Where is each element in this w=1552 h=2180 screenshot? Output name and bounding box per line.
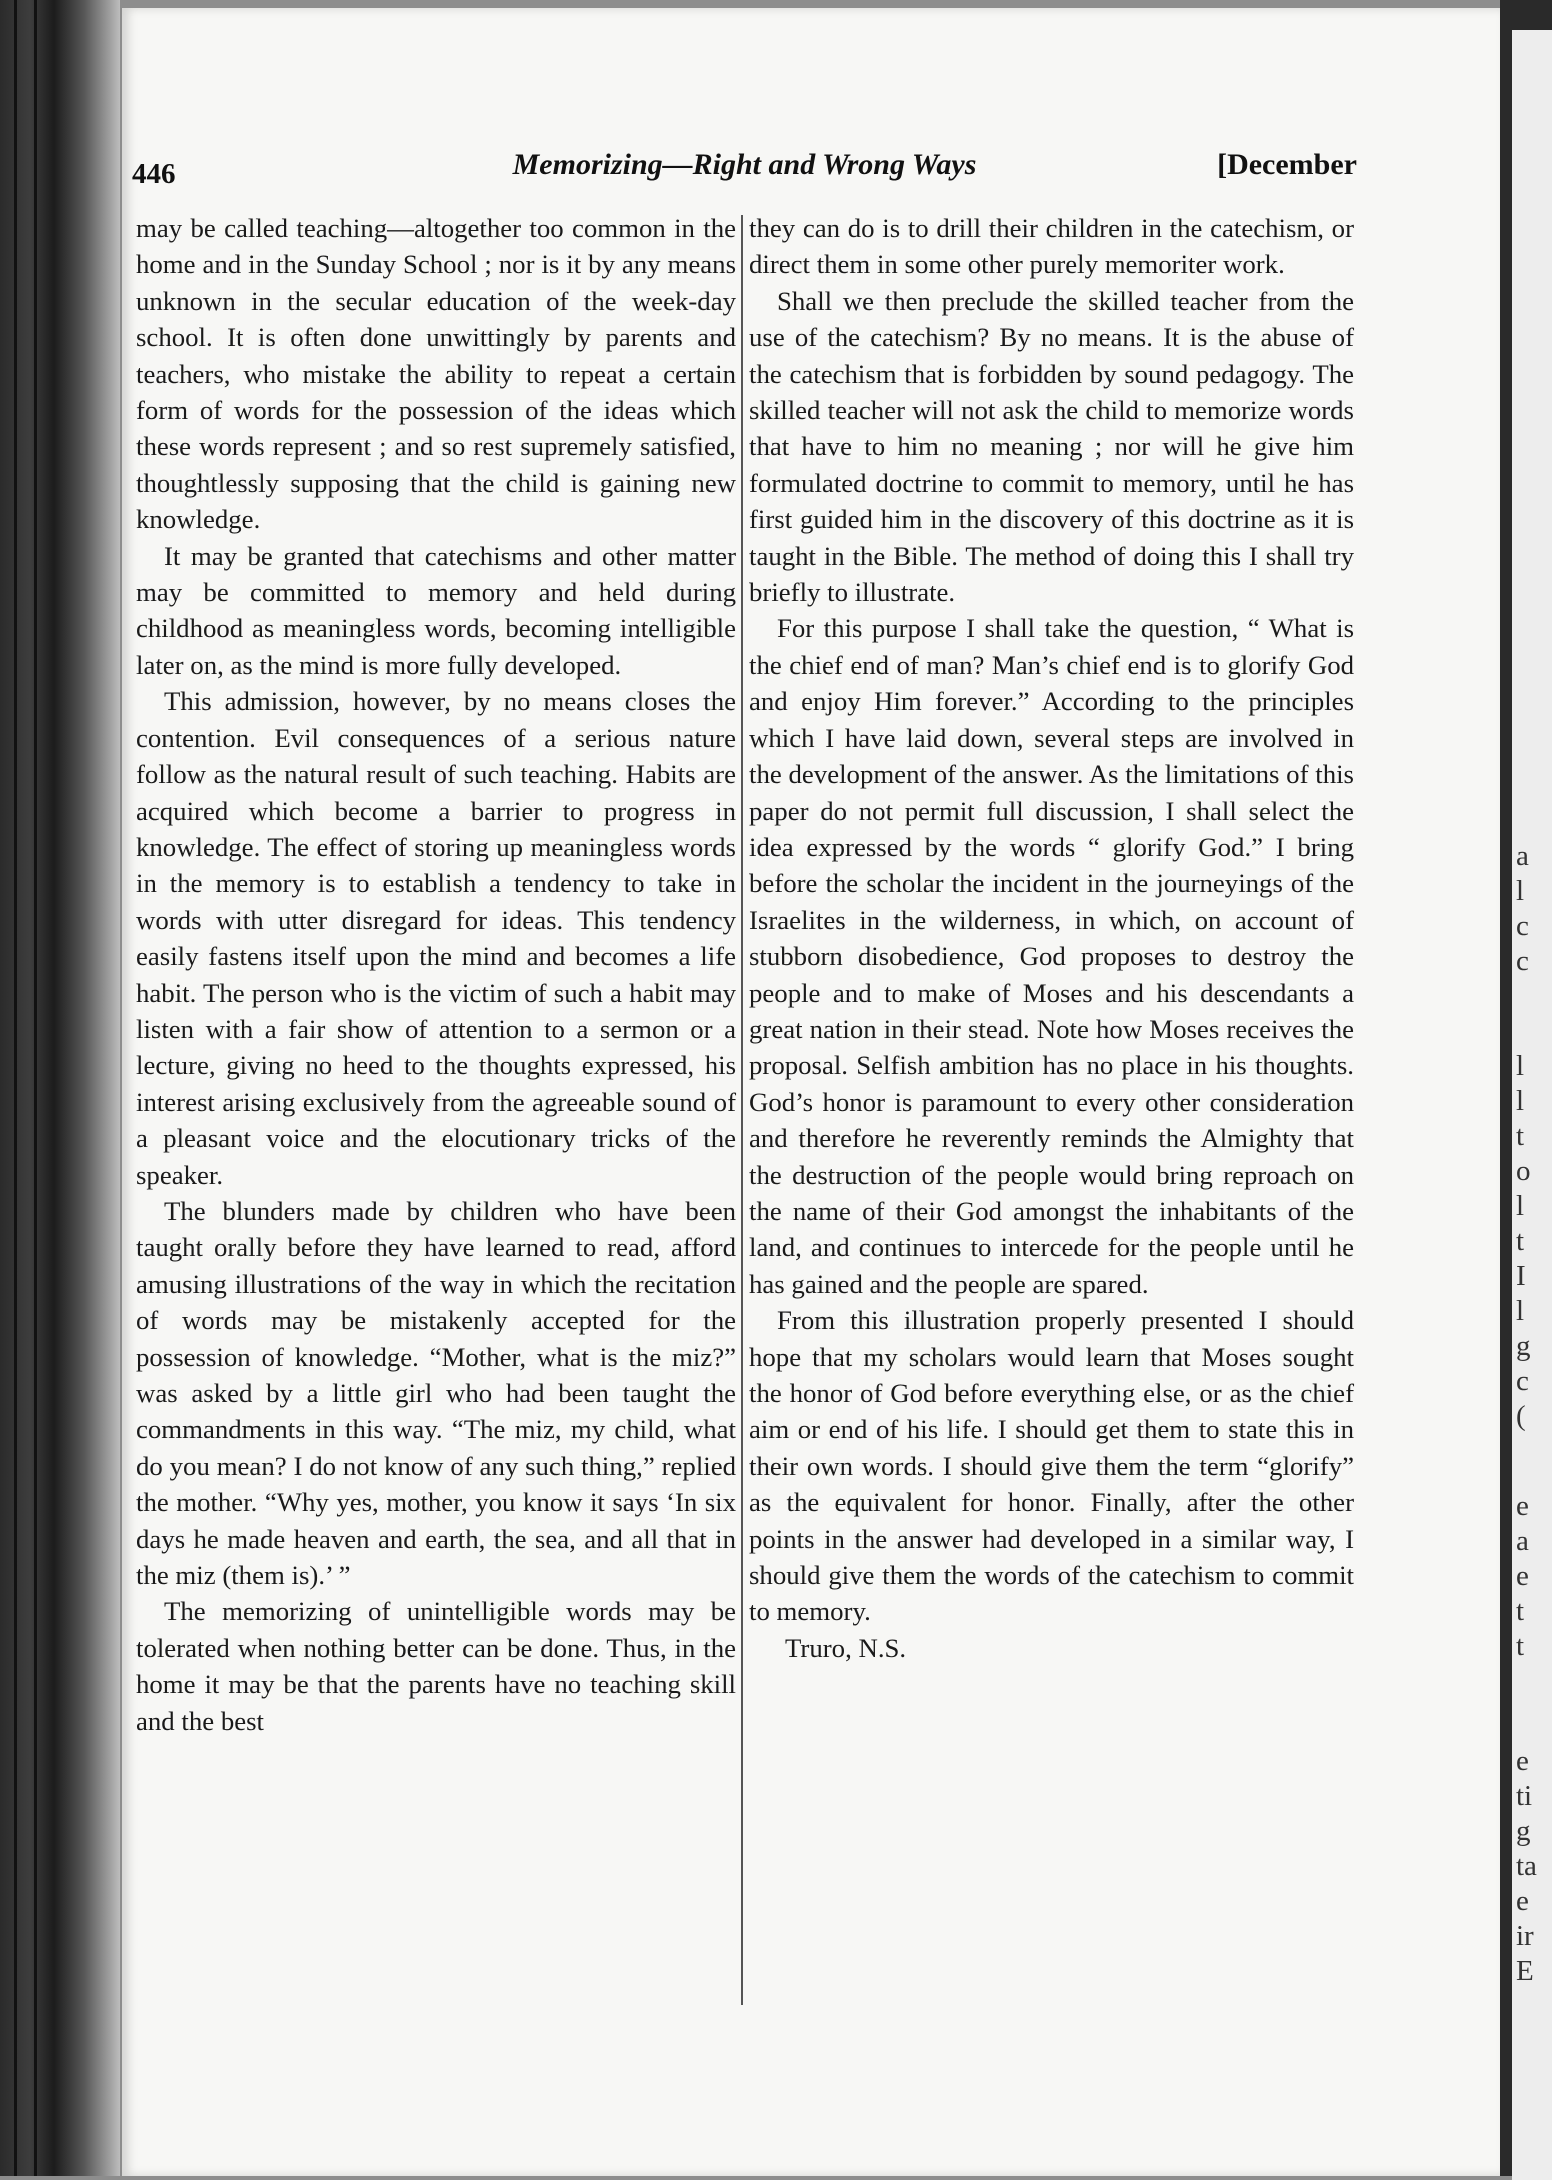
running-title: Memorizing—Right and Wrong Ways bbox=[512, 148, 977, 181]
binding-edge-line bbox=[14, 0, 17, 2176]
edge-fragment: o bbox=[1516, 1155, 1531, 1187]
edge-fragment: t bbox=[1516, 1595, 1525, 1627]
edge-fragment: t bbox=[1516, 1225, 1525, 1257]
edge-fragment: c bbox=[1516, 1365, 1529, 1397]
edge-fragment: e bbox=[1516, 1560, 1529, 1592]
edge-fragment: a bbox=[1516, 1525, 1529, 1557]
edge-fragment: l bbox=[1516, 875, 1525, 907]
paragraph: For this purpose I shall take the question, “ What is the chief end of man? Man’s chief end is to glorify God and enjoy Him forever.” According to the principles which I have laid down, several steps are involved in the development of the answer. As the limitations of this paper do not permit full discussion, I shall select the idea expressed by the words “ glorify God.” I bring before the scholar the incident in the journeyings of the Israelites in the wilderness, in which, on account of stubborn disobedience, God proposes to destroy the people and to make of Moses and his descendants a great nation in their stead. Note how Moses receives the proposal. Selfish ambition has no place in his thoughts. God’s honor is paramount to every other consideration and therefore he reverently reminds the Almighty that the destruction of the people would bring reproach on the name of their God amongst the inhabitants of the land, and continues to intercede for the people until he has gained and the people are spared. bbox=[749, 613, 1354, 1299]
paragraph: The memorizing of unintelligible words may be tolerated when nothing better can be done. Thus, in the home it may be that the parents have no teaching skill and the best bbox=[136, 1596, 736, 1736]
edge-fragment: ta bbox=[1516, 1850, 1537, 1882]
signoff: Truro, N.S. bbox=[785, 1632, 907, 1663]
edge-fragment: g bbox=[1516, 1330, 1531, 1362]
paragraph: It may be granted that catechisms and other matter may be committed to memory and held during childhood as meaningless words, becoming intelligible later on, as the mind is more fully developed. bbox=[136, 540, 736, 680]
binding-edge-line bbox=[34, 0, 37, 2176]
edge-fragment: ti bbox=[1516, 1780, 1533, 1812]
edge-fragment: l bbox=[1516, 1085, 1525, 1117]
edge-fragment: I bbox=[1516, 1260, 1526, 1292]
edge-fragment: a bbox=[1516, 840, 1529, 872]
edge-fragment: l bbox=[1516, 1190, 1525, 1222]
edge-fragment: c bbox=[1516, 910, 1529, 942]
column-rule bbox=[741, 215, 743, 2005]
paragraph: they can do is to drill their children in the catechism, or direct them in some other purely memoriter work. bbox=[749, 213, 1354, 280]
edge-fragment: l bbox=[1516, 1050, 1525, 1082]
paragraph: This admission, however, by no means closes the contention. Evil consequences of a serious nature follow as the natural result of such teaching. Habits are acquired which become a barrier to progress in knowledge. The effect of storing up meaningless words in the memory is to establish a tendency to take in words with utter disregard for ideas. This tendency easily fastens itself upon the mind and becomes a life habit. The person who is the victim of such a habit may listen with a fair show of attention to a sermon or a lecture, giving no heed to the thoughts expressed, his interest arising exclusively from the agreeable sound of a pleasant voice and the elocutionary tricks of the speaker. bbox=[136, 686, 736, 1190]
edge-fragment: t bbox=[1516, 1120, 1525, 1152]
edge-fragment: e bbox=[1516, 1745, 1529, 1777]
edge-fragment: e bbox=[1516, 1885, 1529, 1917]
paragraph: The blunders made by children who have been taught orally before they have learned to read, afford amusing illustrations of the way in which the recitation of words may be mistakenly accepted for the possession of knowledge. “Mother, what is the miz?” was asked by a little girl who had been taught the commandments in this way. “The miz, my child, what do you mean? I do not know of any such thing,” replied the mother. “Why yes, mother, you know it says ‘In six days he made heaven and earth, the sea, and all that in the miz (them is).’ ” bbox=[136, 1195, 736, 1591]
paragraph: From this illustration properly presented I should hope that my scholars would learn that Moses sought the honor of God before everything else, or as the chief aim or end of his life. I should get them to state this in their own words. I should give them the term “glorify” as the equivalent for honor. Finally, after the other points in the answer had developed in a similar way, I should give them the words of the catechism to commit to memory. bbox=[749, 1305, 1354, 1627]
book-binding bbox=[0, 0, 120, 2176]
edge-fragment: c bbox=[1516, 945, 1529, 977]
page-number: 446 bbox=[132, 158, 176, 190]
edge-fragment: g bbox=[1516, 1815, 1531, 1847]
edge-fragment: e bbox=[1516, 1490, 1529, 1522]
page-header bbox=[132, 148, 1357, 192]
right-column bbox=[749, 210, 1354, 1666]
paragraph: Shall we then preclude the skilled teacher from the use of the catechism? By no means. It is the abuse of the catechism that is forbidden by sound pedagogy. The skilled teacher will not ask the child to memorize words that have to him no meaning ; nor will he give him formulated doctrine to commit to memory, until he has first guided him in the discovery of this doctrine as it is taught in the Bible. The method of doing this I shall try briefly to illustrate. bbox=[749, 285, 1354, 608]
edge-fragment: t bbox=[1516, 1630, 1525, 1662]
edge-fragment: E bbox=[1516, 1955, 1534, 1987]
adjacent-page-text-fragments bbox=[1516, 30, 1552, 2180]
paragraph: may be called teaching—altogether too common in the home and in the Sunday School ; nor is it by any means unknown in the secular education of the week-day school. It is often done unwittingly by parents and teachers, who mistake the ability to repeat a certain form of words for the possession of the ideas which these words represent ; and so rest supremely satisfied, thoughtlessly supposing that the child is gaining new knowledge. bbox=[136, 213, 736, 535]
edge-fragment: l bbox=[1516, 1295, 1525, 1327]
section-name: [December bbox=[1217, 148, 1357, 181]
left-column bbox=[136, 210, 736, 1739]
edge-fragment: ( bbox=[1516, 1400, 1526, 1432]
edge-fragment: ir bbox=[1516, 1920, 1534, 1952]
adjacent-page bbox=[1512, 30, 1552, 2180]
